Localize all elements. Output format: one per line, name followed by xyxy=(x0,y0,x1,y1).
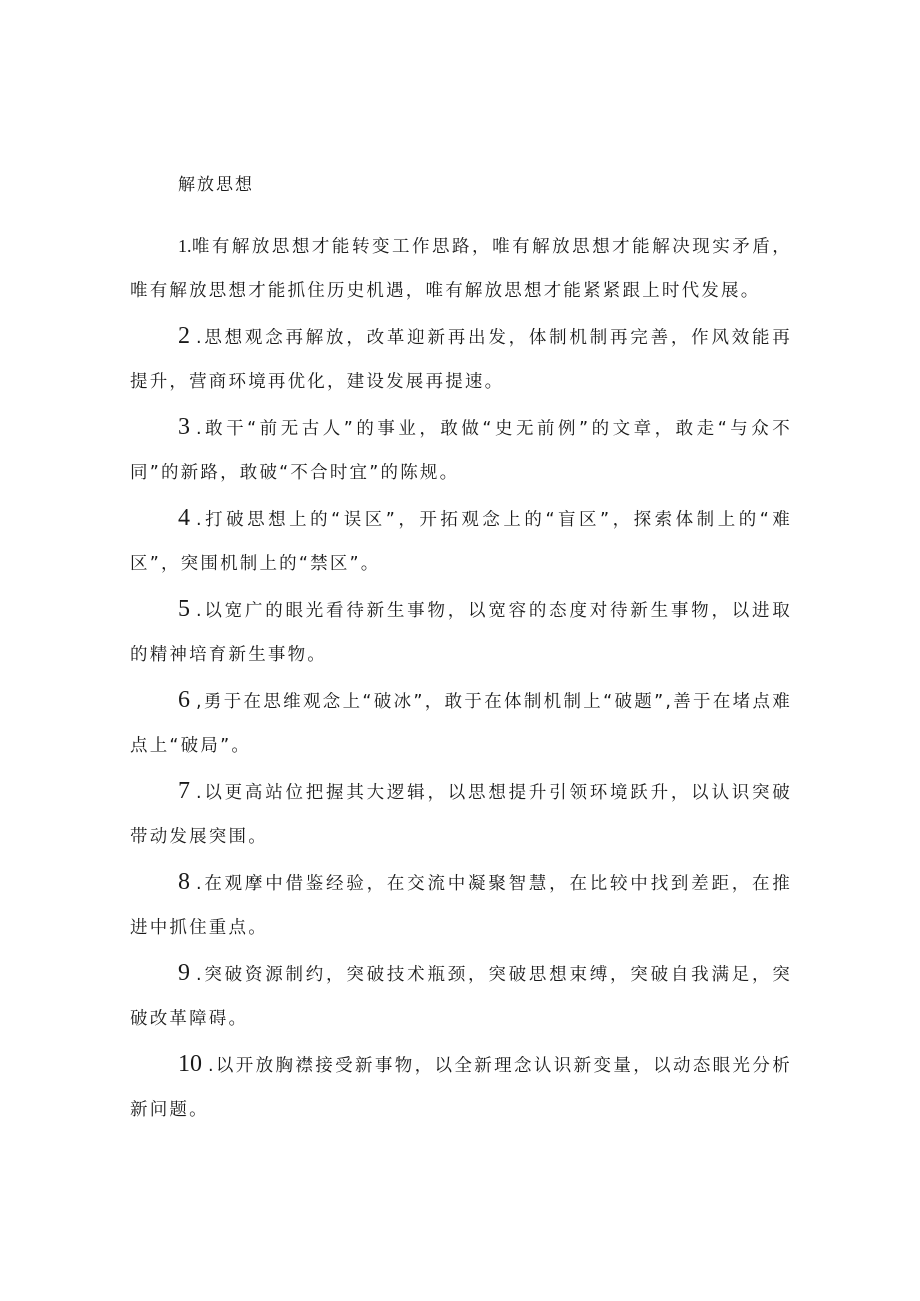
item-number: 4 xyxy=(178,505,190,531)
item-number: 2 xyxy=(178,323,190,349)
item-number: 6 xyxy=(178,687,190,713)
item-number: 7 xyxy=(178,778,190,804)
list-item-10 xyxy=(130,1042,792,1132)
list-item-2 xyxy=(130,314,792,404)
item-text: 唯有解放思想才能转变工作思路，唯有解放思想才能解决现实矛盾，唯有解放思想才能抓住历史机遇，唯有解放思想才能紧紧跟上时代发展。 xyxy=(130,237,792,301)
list-item-5 xyxy=(130,587,792,677)
item-text: .打破思想上的“误区”，开拓观念上的“盲区”，探索体制上的“难区”，突围机制上的“禁区”。 xyxy=(130,510,792,574)
list-item-4 xyxy=(130,496,792,586)
document-body xyxy=(130,174,792,1133)
list-item-1 xyxy=(130,224,792,313)
list-item-8 xyxy=(130,860,792,950)
item-text: .突破资源制约，突破技术瓶颈，突破思想束缚，突破自我满足，突破改革障碍。 xyxy=(130,965,792,1029)
item-text: .以开放胸襟接受新事物，以全新理念认识新变量，以动态眼光分析新问题。 xyxy=(130,1056,792,1120)
item-text: ,勇于在思维观念上“破冰”，敢于在体制机制上“破题”,善于在堵点难点上“破局”。 xyxy=(130,692,792,756)
item-number: 3 xyxy=(178,414,190,440)
item-number: 1. xyxy=(178,236,192,256)
item-number: 5 xyxy=(178,596,190,622)
item-number: 10 xyxy=(178,1051,202,1077)
item-number: 8 xyxy=(178,869,190,895)
list-item-6 xyxy=(130,678,792,768)
item-text: .敢干“前无古人”的事业，敢做“史无前例”的文章，敢走“与众不同”的新路，敢破“不合时宜”的陈规。 xyxy=(130,419,792,483)
item-text: .思想观念再解放，改革迎新再出发，体制机制再完善，作风效能再提升，营商环境再优化，建设发展再提速。 xyxy=(130,328,792,392)
list-item-9 xyxy=(130,951,792,1041)
item-number: 9 xyxy=(178,960,190,986)
list-item-7 xyxy=(130,769,792,859)
item-text: .以宽广的眼光看待新生事物，以宽容的态度对待新生事物，以进取的精神培育新生事物。 xyxy=(130,601,792,665)
document-title: 解放思想 xyxy=(178,175,254,195)
item-text: .以更高站位把握其大逻辑，以思想提升引领环境跃升，以认识突破带动发展突围。 xyxy=(130,783,792,847)
list-item-3 xyxy=(130,405,792,495)
item-text: .在观摩中借鉴经验，在交流中凝聚智慧，在比较中找到差距，在推进中抓住重点。 xyxy=(130,874,792,938)
